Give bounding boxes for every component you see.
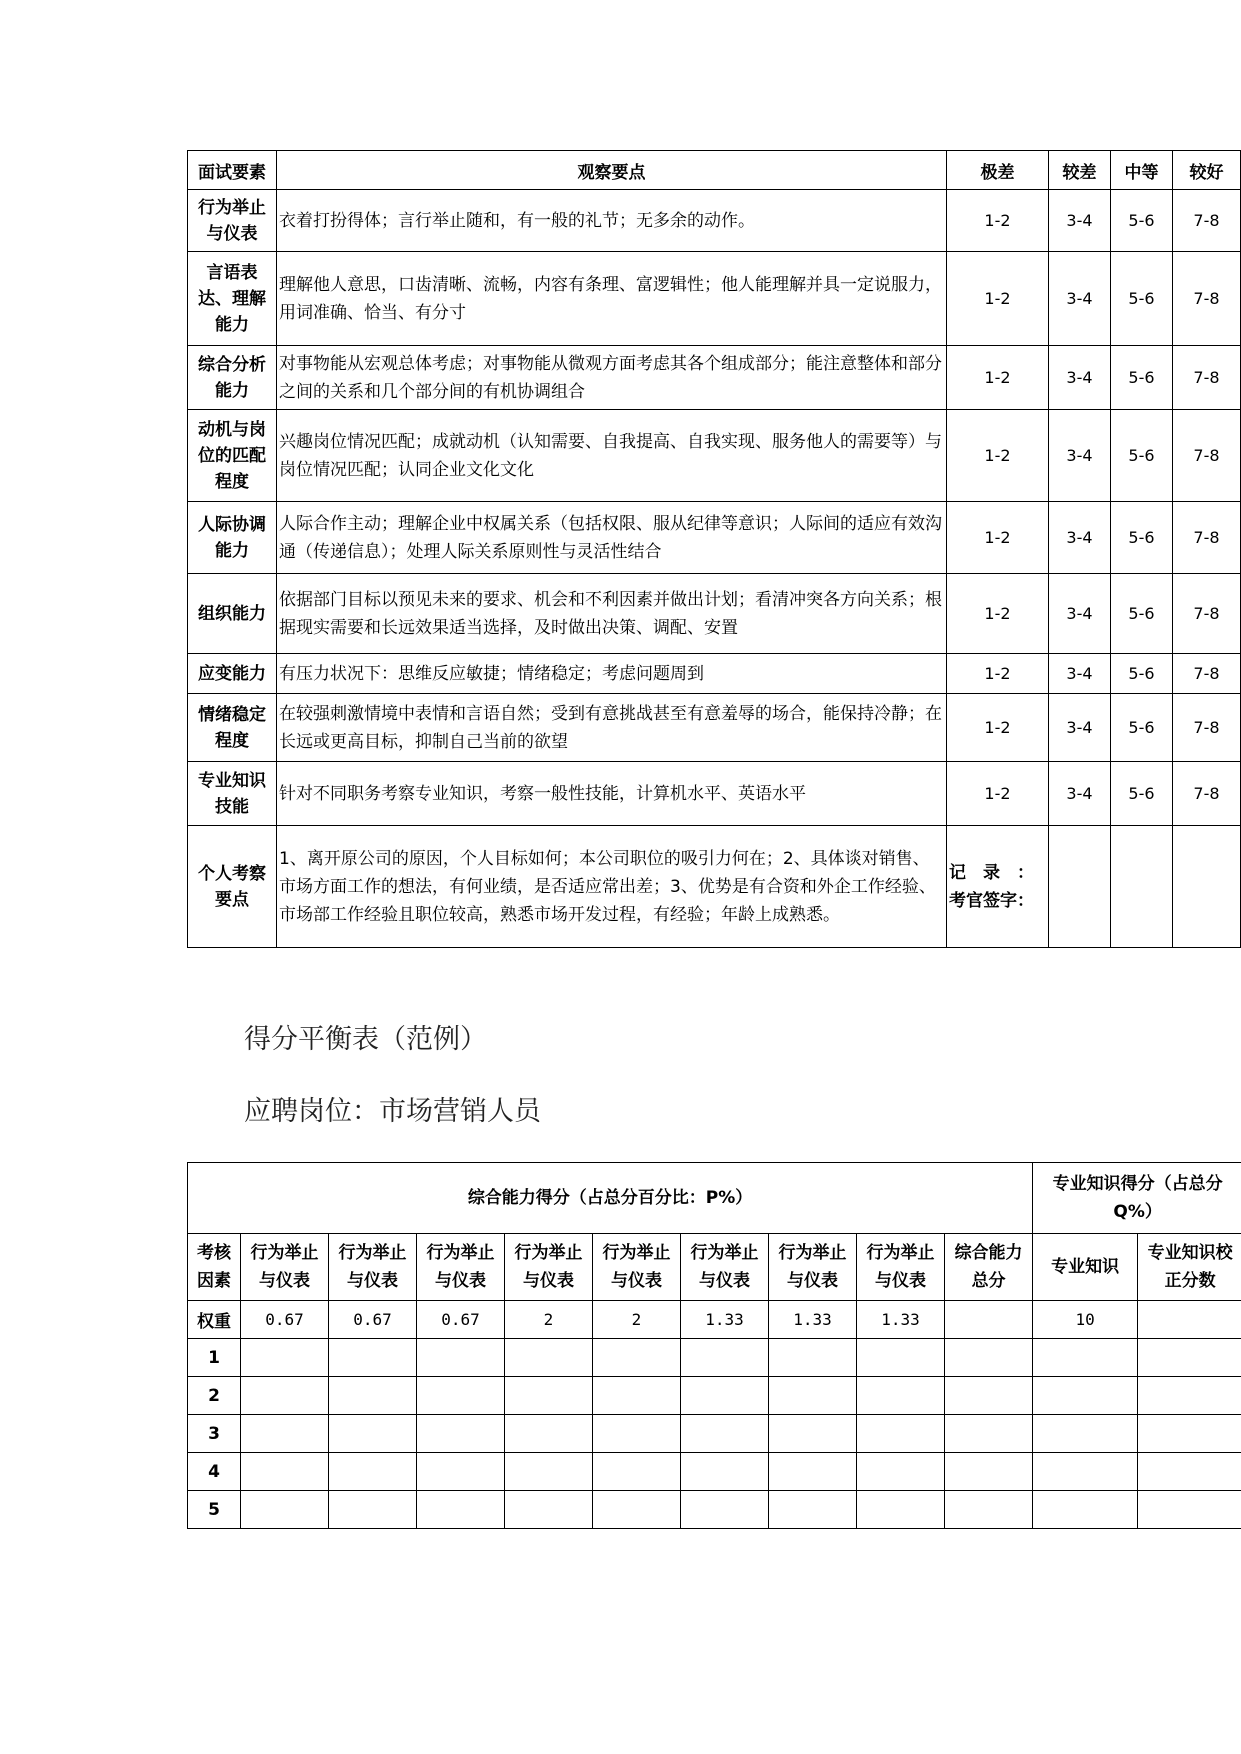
score-medium: 5-6 (1111, 252, 1173, 346)
factor-header: 行为举止与仪表 (505, 1234, 593, 1301)
score-cell (505, 1339, 593, 1377)
score-cell (1033, 1339, 1138, 1377)
weight-value: 0.67 (241, 1301, 329, 1339)
score-poor: 3-4 (1049, 346, 1111, 410)
score-good: 7-8 (1173, 762, 1241, 826)
factor-label: 考核因素 (188, 1234, 241, 1301)
factor-header: 行为举止与仪表 (769, 1234, 857, 1301)
observation-text: 依据部门目标以预见未来的要求、机会和不利因素并做出计划；看清冲突各方向关系；根据现实需要和长远效果适当选择，及时做出决策、调配、安置 (277, 574, 947, 654)
score-cell (1033, 1415, 1138, 1453)
score-medium: 5-6 (1111, 410, 1173, 502)
score-cell (241, 1491, 329, 1529)
factor-name: 言语表达、理解能力 (188, 252, 277, 346)
score-cell (769, 1339, 857, 1377)
score-medium: 5-6 (1111, 346, 1173, 410)
score-poor: 3-4 (1049, 762, 1111, 826)
score-cell (681, 1453, 769, 1491)
table-row (188, 654, 1241, 694)
factor-name: 人际协调能力 (188, 502, 277, 574)
factor-header: 行为举止与仪表 (329, 1234, 417, 1301)
score-cell (329, 1453, 417, 1491)
weight-value: 1.33 (769, 1301, 857, 1339)
score-cell (417, 1453, 505, 1491)
factor-header: 行为举止与仪表 (593, 1234, 681, 1301)
score-cell (945, 1491, 1033, 1529)
score-cell (417, 1377, 505, 1415)
score-cell (593, 1377, 681, 1415)
table-row (188, 1415, 1241, 1453)
score-good: 7-8 (1173, 346, 1241, 410)
score-very-poor: 1-2 (947, 654, 1049, 694)
header-poor: 较差 (1049, 151, 1111, 190)
score-medium: 5-6 (1111, 190, 1173, 252)
empty-cell (1173, 826, 1241, 948)
table-row (188, 1491, 1241, 1529)
score-cell (681, 1415, 769, 1453)
weight-value: 2 (505, 1301, 593, 1339)
score-cell (945, 1339, 1033, 1377)
score-cell (681, 1339, 769, 1377)
score-good: 7-8 (1173, 190, 1241, 252)
score-cell (505, 1453, 593, 1491)
score-cell (241, 1453, 329, 1491)
weight-value: 0.67 (417, 1301, 505, 1339)
score-very-poor: 1-2 (947, 346, 1049, 410)
observation-text: 在较强刺激情境中表情和言语自然；受到有意挑战甚至有意羞辱的场合，能保持冷静；在长远或更高目标，抑制自己当前的欲望 (277, 694, 947, 762)
score-very-poor: 1-2 (947, 190, 1049, 252)
score-cell (241, 1339, 329, 1377)
score-cell (1138, 1453, 1241, 1491)
row-number: 1 (188, 1339, 241, 1377)
score-cell (329, 1339, 417, 1377)
score-cell (417, 1415, 505, 1453)
factor-header: 行为举止与仪表 (857, 1234, 945, 1301)
score-balance-table (187, 1162, 1241, 1529)
table-row (188, 574, 1241, 654)
professional-score-header: 专业知识得分（占总分Q%） (1033, 1163, 1241, 1234)
header-medium: 中等 (1111, 151, 1173, 190)
score-cell (1138, 1377, 1241, 1415)
score-good: 7-8 (1173, 502, 1241, 574)
factor-name: 情绪稳定程度 (188, 694, 277, 762)
observation-text: 对事物能从宏观总体考虑；对事物能从微观方面考虑其各个组成部分；能注意整体和部分之间的关系和几个部分间的有机协调组合 (277, 346, 947, 410)
score-cell (241, 1377, 329, 1415)
score-poor: 3-4 (1049, 694, 1111, 762)
score-cell (769, 1377, 857, 1415)
score-cell (857, 1453, 945, 1491)
row-number: 4 (188, 1453, 241, 1491)
score-poor: 3-4 (1049, 654, 1111, 694)
table-row (188, 762, 1241, 826)
professional-knowledge-header: 专业知识 (1033, 1234, 1138, 1301)
score-cell (593, 1415, 681, 1453)
score-cell (241, 1415, 329, 1453)
score-cell (769, 1453, 857, 1491)
row-number: 2 (188, 1377, 241, 1415)
score-cell (329, 1377, 417, 1415)
factor-name: 动机与岗位的匹配程度 (188, 410, 277, 502)
score-cell (1138, 1415, 1241, 1453)
factor-name: 个人考察要点 (188, 826, 277, 948)
score-cell (945, 1415, 1033, 1453)
row-number: 5 (188, 1491, 241, 1529)
observation-text: 针对不同职务考察专业知识，考察一般性技能，计算机水平、英语水平 (277, 762, 947, 826)
weight-value: 1.33 (681, 1301, 769, 1339)
factor-name: 组织能力 (188, 574, 277, 654)
score-cell (1033, 1377, 1138, 1415)
score-good: 7-8 (1173, 574, 1241, 654)
score-medium: 5-6 (1111, 502, 1173, 574)
header-good: 较好 (1173, 151, 1241, 190)
score-balance-title: 得分平衡表（范例） (244, 1024, 487, 1055)
professional-adjusted-header: 专业知识校正分数 (1138, 1234, 1241, 1301)
score-cell (417, 1491, 505, 1529)
score-cell (593, 1491, 681, 1529)
weight-label: 权重 (188, 1301, 241, 1339)
table-row (188, 190, 1241, 252)
score-cell (857, 1377, 945, 1415)
table-row (188, 1377, 1241, 1415)
score-cell (857, 1339, 945, 1377)
table-row (188, 252, 1241, 346)
interview-evaluation-table (187, 150, 1241, 948)
observation-text: 有压力状况下：思维反应敏捷；情绪稳定；考虑问题周到 (277, 654, 947, 694)
position-label: 应聘岗位：市场营销人员 (244, 1096, 541, 1127)
header-very-poor: 极差 (947, 151, 1049, 190)
score-poor: 3-4 (1049, 252, 1111, 346)
header-observation-points: 观察要点 (277, 151, 947, 190)
table-row (188, 1339, 1241, 1377)
table-row-personal (188, 826, 1241, 948)
observation-text: 兴趣岗位情况匹配；成就动机（认知需要、自我提高、自我实现、服务他人的需要等）与岗位情况匹配；认同企业文化文化 (277, 410, 947, 502)
score-very-poor: 1-2 (947, 410, 1049, 502)
score-cell (769, 1415, 857, 1453)
score-cell (505, 1491, 593, 1529)
score-cell (945, 1377, 1033, 1415)
empty-cell (1049, 826, 1111, 948)
factor-header: 行为举止与仪表 (681, 1234, 769, 1301)
factor-name: 专业知识技能 (188, 762, 277, 826)
score-medium: 5-6 (1111, 694, 1173, 762)
score-cell (593, 1339, 681, 1377)
weight-value: 1.33 (857, 1301, 945, 1339)
score-good: 7-8 (1173, 252, 1241, 346)
table-row (188, 694, 1241, 762)
score-cell (1033, 1453, 1138, 1491)
score-cell (329, 1415, 417, 1453)
factor-name: 综合分析能力 (188, 346, 277, 410)
score-very-poor: 1-2 (947, 574, 1049, 654)
total-score-header: 综合能力总分 (945, 1234, 1033, 1301)
score-medium: 5-6 (1111, 762, 1173, 826)
observation-text: 衣着打扮得体；言行举止随和，有一般的礼节；无多余的动作。 (277, 190, 947, 252)
factor-name: 应变能力 (188, 654, 277, 694)
score-medium: 5-6 (1111, 654, 1173, 694)
score-cell (329, 1491, 417, 1529)
score-good: 7-8 (1173, 694, 1241, 762)
score-cell (417, 1339, 505, 1377)
score-cell (681, 1491, 769, 1529)
observation-text: 理解他人意思，口齿清晰、流畅，内容有条理、富逻辑性；他人能理解并具一定说服力，用词准确、恰当、有分寸 (277, 252, 947, 346)
score-cell (505, 1415, 593, 1453)
score-very-poor: 1-2 (947, 694, 1049, 762)
table-row (188, 410, 1241, 502)
examiner-record-label: 记 录 ：考官签字： (947, 826, 1049, 948)
score-poor: 3-4 (1049, 502, 1111, 574)
score-cell (593, 1453, 681, 1491)
table-row (188, 502, 1241, 574)
score-poor: 3-4 (1049, 574, 1111, 654)
table-row (188, 346, 1241, 410)
comprehensive-score-header: 综合能力得分（占总分百分比：P%） (188, 1163, 1033, 1234)
factor-header: 行为举止与仪表 (241, 1234, 329, 1301)
table-row (188, 1453, 1241, 1491)
weight-value: 0.67 (329, 1301, 417, 1339)
empty-cell (945, 1301, 1033, 1339)
empty-cell (1138, 1301, 1241, 1339)
score-cell (857, 1415, 945, 1453)
score-cell (1033, 1491, 1138, 1529)
score-very-poor: 1-2 (947, 252, 1049, 346)
factor-name: 行为举止与仪表 (188, 190, 277, 252)
score-very-poor: 1-2 (947, 502, 1049, 574)
row-number: 3 (188, 1415, 241, 1453)
professional-weight-value: 10 (1033, 1301, 1138, 1339)
weight-value: 2 (593, 1301, 681, 1339)
score-good: 7-8 (1173, 654, 1241, 694)
score-cell (769, 1491, 857, 1529)
factor-header: 行为举止与仪表 (417, 1234, 505, 1301)
score-poor: 3-4 (1049, 190, 1111, 252)
observation-text: 1、离开原公司的原因，个人目标如何；本公司职位的吸引力何在；2、具体谈对销售、市场方面工作的想法，有何业绩，是否适应常出差；3、优势是有合资和外企工作经验、市场部工作经验且职位较高，熟悉市场开发过程，有经验；年龄上成熟悉。 (277, 826, 947, 948)
score-medium: 5-6 (1111, 574, 1173, 654)
score-very-poor: 1-2 (947, 762, 1049, 826)
score-good: 7-8 (1173, 410, 1241, 502)
score-cell (681, 1377, 769, 1415)
score-cell (1138, 1491, 1241, 1529)
score-cell (857, 1491, 945, 1529)
score-cell (505, 1377, 593, 1415)
weight-row (188, 1301, 1241, 1339)
empty-cell (1111, 826, 1173, 948)
score-poor: 3-4 (1049, 410, 1111, 502)
header-factor: 面试要素 (188, 151, 277, 190)
score-cell (945, 1453, 1033, 1491)
score-cell (1138, 1339, 1241, 1377)
observation-text: 人际合作主动；理解企业中权属关系（包括权限、服从纪律等意识；人际间的适应有效沟通（传递信息）；处理人际关系原则性与灵活性结合 (277, 502, 947, 574)
